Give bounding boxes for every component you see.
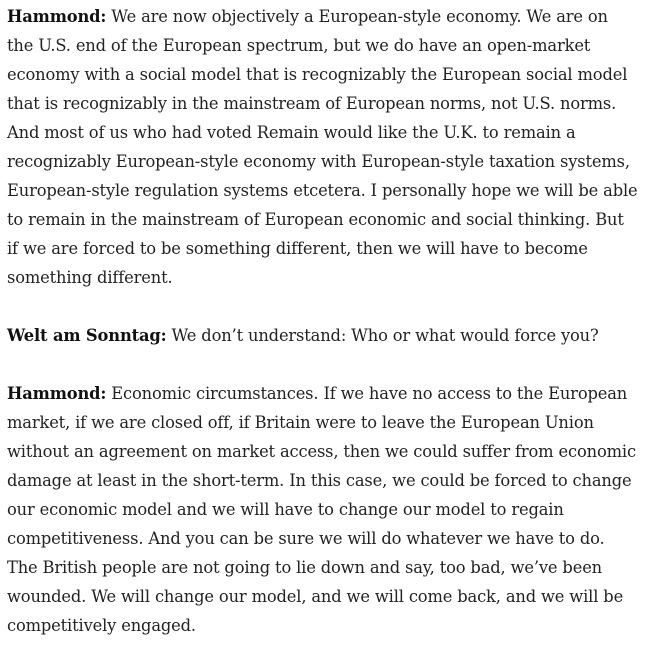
interview-article	[7, 2, 639, 669]
speaker-name: Hammond:	[7, 7, 107, 26]
interview-paragraph-2	[7, 321, 639, 350]
speaker-name: Welt am Sonntag:	[7, 326, 167, 345]
speaker-name: Hammond:	[7, 384, 107, 403]
paragraph-text: We are now objectively a European-style economy. We are on the U.S. end of the European spectrum, but we do have an open-market economy with a social model that is recognizably the European social model that is recognizably in the mainstream of European norms, not U.S. norms. And most of us who had voted Remain would like the U.K. to remain a recognizably European-style economy with European-style taxation systems, European-style regulation systems etcetera. I personally hope we will be able to remain in the mainstream of European economic and social thinking. But if we are forced to be something different, then we will have to become something different.	[7, 7, 638, 287]
interview-paragraph-1	[7, 2, 639, 292]
paragraph-text: We don’t understand: Who or what would force you?	[166, 326, 599, 345]
paragraph-text: Economic circumstances. If we have no access to the European market, if we are closed off, if Britain were to leave the European Union without an agreement on market access, then we could suffer from economic damage at least in the short-term. In this case, we could be forced to change our economic model and we will have to change our model to regain competitiveness. And you can be sure we will do whatever we have to do. The British people are not going to lie down and say, too bad, we’ve been wounded. We will change our model, and we will come back, and we will be competitively engaged.	[7, 384, 636, 635]
interview-paragraph-3	[7, 379, 639, 640]
